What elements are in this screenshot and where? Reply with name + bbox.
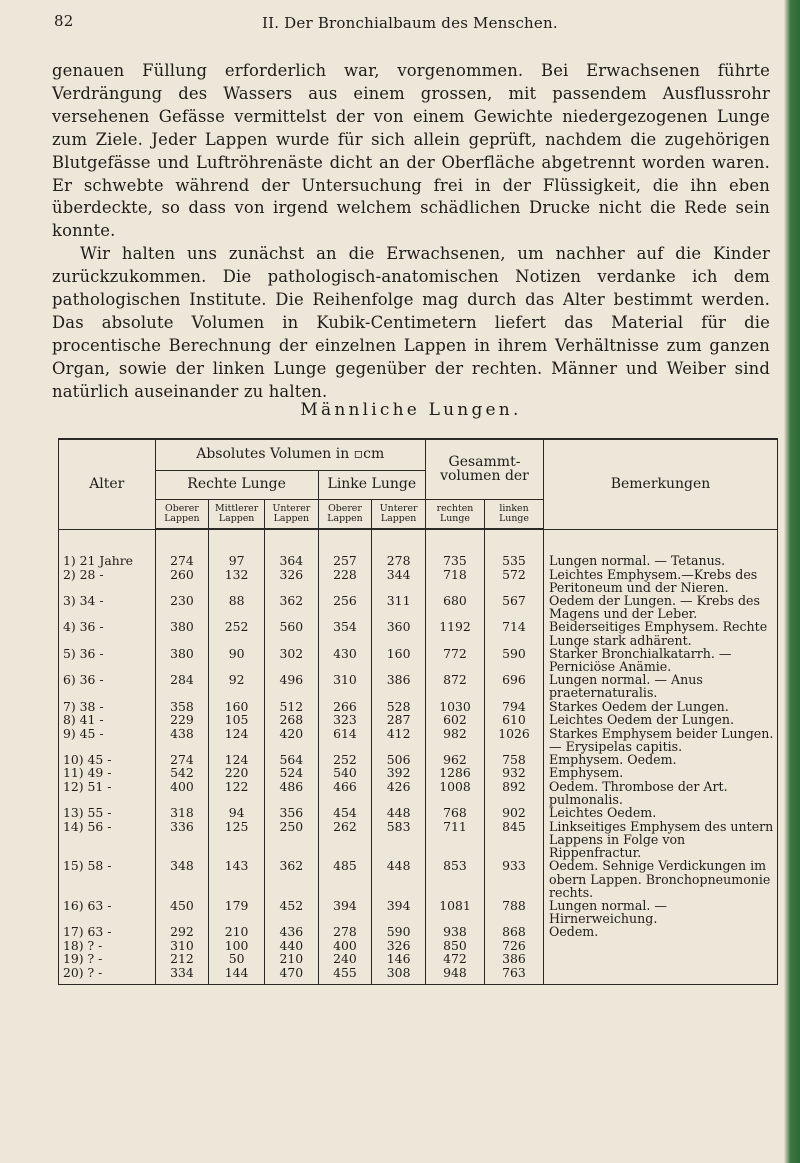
cell-gesamt-links: 758	[484, 753, 543, 767]
cell-unterer-rechts: 362	[265, 594, 319, 620]
cell-gesamt-rechts: 948	[425, 966, 484, 985]
body-text	[52, 60, 770, 404]
table-row	[59, 713, 778, 727]
cell-unterer-links: 278	[372, 554, 426, 568]
cell-alter: 3) 34 -	[59, 594, 156, 620]
cell-gesamt-links: 610	[484, 713, 543, 727]
table-row	[59, 806, 778, 820]
cell-bemerkungen: Leichtes Oedem.	[544, 806, 778, 820]
cell-unterer-rechts: 436	[265, 925, 319, 939]
cell-mittlerer: 50	[209, 952, 265, 966]
cell-oberer-rechts: 212	[155, 952, 209, 966]
cell-gesamt-rechts: 718	[425, 568, 484, 594]
cell-gesamt-links: 590	[484, 647, 543, 673]
page-number: 82	[54, 12, 74, 30]
header-linke-lunge: Linke Lunge	[318, 471, 425, 500]
cell-bemerkungen	[544, 952, 778, 966]
cell-unterer-links: 287	[372, 713, 426, 727]
cell-gesamt-rechts: 982	[425, 727, 484, 753]
cell-mittlerer: 143	[209, 859, 265, 899]
cell-gesamt-rechts: 602	[425, 713, 484, 727]
cell-oberer-links: 540	[318, 766, 372, 780]
header-rechte-lunge: Rechte Lunge	[155, 471, 318, 500]
cell-bemerkungen: Oedem. Sehnige Verdickungen im obern Lappen. Bronchopneumonie rechts.	[544, 859, 778, 899]
cell-unterer-links: 448	[372, 806, 426, 820]
cell-gesamt-links: 1026	[484, 727, 543, 753]
cell-oberer-links: 257	[318, 554, 372, 568]
table-row	[59, 554, 778, 568]
cell-mittlerer: 90	[209, 647, 265, 673]
cell-unterer-rechts: 250	[265, 820, 319, 860]
cell-gesamt-rechts: 1030	[425, 700, 484, 714]
cell-unterer-rechts: 356	[265, 806, 319, 820]
cell-unterer-rechts: 560	[265, 620, 319, 646]
running-title: II. Der Bronchialbaum des Menschen.	[262, 14, 558, 32]
cell-bemerkungen	[544, 966, 778, 985]
header-bemerkungen: Bemerkungen	[544, 439, 778, 529]
cell-unterer-rechts: 440	[265, 939, 319, 953]
cell-gesamt-links: 535	[484, 554, 543, 568]
cell-oberer-rechts: 230	[155, 594, 209, 620]
book-edge-shadow	[784, 0, 800, 1163]
cell-bemerkungen: Beiderseitiges Emphysem. Rechte Lunge stark adhärent.	[544, 620, 778, 646]
table-body	[59, 529, 778, 984]
cell-gesamt-links: 868	[484, 925, 543, 939]
cell-unterer-links: 412	[372, 727, 426, 753]
table-row	[59, 727, 778, 753]
cell-mittlerer: 94	[209, 806, 265, 820]
cell-gesamt-links: 386	[484, 952, 543, 966]
cell-mittlerer: 132	[209, 568, 265, 594]
cell-alter: 6) 36 -	[59, 673, 156, 699]
cell-gesamt-links: 892	[484, 780, 543, 806]
cell-alter: 10) 45 -	[59, 753, 156, 767]
cell-alter: 11) 49 -	[59, 766, 156, 780]
cell-unterer-rechts: 210	[265, 952, 319, 966]
cell-gesamt-rechts: 768	[425, 806, 484, 820]
cell-gesamt-rechts: 680	[425, 594, 484, 620]
cell-unterer-rechts: 362	[265, 859, 319, 899]
cell-mittlerer: 105	[209, 713, 265, 727]
cell-gesamt-rechts: 1008	[425, 780, 484, 806]
header-oberer-lappen-rechts: Oberer Lappen	[155, 500, 209, 530]
cell-mittlerer: 122	[209, 780, 265, 806]
cell-oberer-links: 455	[318, 966, 372, 985]
cell-bemerkungen: Lungen normal. — Tetanus.	[544, 554, 778, 568]
cell-gesamt-links: 572	[484, 568, 543, 594]
cell-oberer-rechts: 260	[155, 568, 209, 594]
cell-oberer-rechts: 334	[155, 966, 209, 985]
cell-oberer-links: 614	[318, 727, 372, 753]
cell-oberer-links: 394	[318, 899, 372, 925]
table-row	[59, 939, 778, 953]
cell-alter: 19) ? -	[59, 952, 156, 966]
cell-mittlerer: 100	[209, 939, 265, 953]
cell-oberer-rechts: 348	[155, 859, 209, 899]
header-unterer-lappen-links: Unterer Lappen	[372, 500, 426, 530]
cell-oberer-rechts: 380	[155, 620, 209, 646]
cell-unterer-links: 311	[372, 594, 426, 620]
header-rechten-lunge: rechten Lunge	[425, 500, 484, 530]
cell-mittlerer: 125	[209, 820, 265, 860]
cell-oberer-rechts: 274	[155, 554, 209, 568]
cell-alter: 12) 51 -	[59, 780, 156, 806]
cell-oberer-links: 240	[318, 952, 372, 966]
book-page	[52, 12, 780, 980]
cell-bemerkungen	[544, 939, 778, 953]
cell-oberer-links: 430	[318, 647, 372, 673]
cell-gesamt-rechts: 938	[425, 925, 484, 939]
cell-mittlerer: 160	[209, 700, 265, 714]
cell-alter: 15) 58 -	[59, 859, 156, 899]
cell-oberer-links: 278	[318, 925, 372, 939]
cell-oberer-links: 256	[318, 594, 372, 620]
table-row	[59, 753, 778, 767]
lung-volume-table	[58, 438, 778, 985]
cell-mittlerer: 179	[209, 899, 265, 925]
cell-unterer-rechts: 496	[265, 673, 319, 699]
cell-gesamt-rechts: 1192	[425, 620, 484, 646]
cell-unterer-links: 590	[372, 925, 426, 939]
cell-gesamt-links: 567	[484, 594, 543, 620]
cell-mittlerer: 97	[209, 554, 265, 568]
cell-oberer-rechts: 400	[155, 780, 209, 806]
header-absolutes-volumen: Absolutes Volumen in ▫cm	[155, 439, 425, 471]
cell-gesamt-links: 726	[484, 939, 543, 953]
cell-oberer-links: 262	[318, 820, 372, 860]
cell-oberer-rechts: 358	[155, 700, 209, 714]
table-row	[59, 594, 778, 620]
cell-unterer-links: 386	[372, 673, 426, 699]
cell-gesamt-links: 763	[484, 966, 543, 985]
cell-gesamt-links: 845	[484, 820, 543, 860]
cell-unterer-links: 506	[372, 753, 426, 767]
cell-alter: 8) 41 -	[59, 713, 156, 727]
cell-bemerkungen: Leichtes Emphysem.—Krebs des Peritoneum und der Nieren.	[544, 568, 778, 594]
cell-gesamt-rechts: 472	[425, 952, 484, 966]
cell-alter: 13) 55 -	[59, 806, 156, 820]
cell-gesamt-rechts: 853	[425, 859, 484, 899]
cell-unterer-rechts: 452	[265, 899, 319, 925]
cell-unterer-rechts: 470	[265, 966, 319, 985]
table-row	[59, 859, 778, 899]
cell-mittlerer: 210	[209, 925, 265, 939]
cell-gesamt-rechts: 1286	[425, 766, 484, 780]
cell-gesamt-links: 696	[484, 673, 543, 699]
header-alter: Alter	[59, 439, 156, 529]
cell-bemerkungen: Lungen normal. — Hirnerweichung.	[544, 899, 778, 925]
cell-unterer-rechts: 268	[265, 713, 319, 727]
cell-unterer-links: 308	[372, 966, 426, 985]
cell-unterer-rechts: 524	[265, 766, 319, 780]
cell-unterer-links: 426	[372, 780, 426, 806]
cell-oberer-rechts: 292	[155, 925, 209, 939]
cell-gesamt-links: 714	[484, 620, 543, 646]
table-row	[59, 620, 778, 646]
cell-alter: 7) 38 -	[59, 700, 156, 714]
table-row	[59, 700, 778, 714]
cell-oberer-rechts: 229	[155, 713, 209, 727]
header-oberer-lappen-links: Oberer Lappen	[318, 500, 372, 530]
table-row	[59, 966, 778, 985]
cell-unterer-links: 392	[372, 766, 426, 780]
cell-gesamt-links: 794	[484, 700, 543, 714]
cell-mittlerer: 124	[209, 753, 265, 767]
cell-oberer-links: 400	[318, 939, 372, 953]
cell-bemerkungen: Oedem der Lungen. — Krebs des Magens und der Leber.	[544, 594, 778, 620]
cell-oberer-rechts: 380	[155, 647, 209, 673]
header-gesammtvolumen: Gesammt-volumen der	[425, 439, 543, 500]
cell-mittlerer: 124	[209, 727, 265, 753]
cell-gesamt-rechts: 711	[425, 820, 484, 860]
table-row	[59, 766, 778, 780]
cell-bemerkungen: Lungen normal. — Anus praeternaturalis.	[544, 673, 778, 699]
cell-gesamt-rechts: 872	[425, 673, 484, 699]
cell-oberer-links: 252	[318, 753, 372, 767]
cell-unterer-rechts: 512	[265, 700, 319, 714]
table-row	[59, 925, 778, 939]
cell-gesamt-links: 932	[484, 766, 543, 780]
cell-unterer-rechts: 364	[265, 554, 319, 568]
running-head	[52, 12, 780, 36]
table-row	[59, 673, 778, 699]
cell-gesamt-links: 933	[484, 859, 543, 899]
cell-unterer-links: 160	[372, 647, 426, 673]
paragraph: genauen Füllung erforderlich war, vorgenommen. Bei Erwachsenen führte Verdrängung des Wassers aus einem grossen, mit passendem Ausflussrohr versehenen Gefässe vermittelst der von einem Gewichte niedergezogenen Lunge zum Ziele. Jeder Lappen wurde für sich allein geprüft, nachdem die zugehörigen Blutgefässe und Luftröhrenäste dicht an der Oberfläche abgetrennt worden waren. Er schwebte während der Untersuchung frei in der Flüssigkeit, die ihn eben überdeckte, so dass von irgend welchem schädlichen Drucke nicht die Rede sein konnte.	[52, 61, 770, 241]
cell-bemerkungen: Emphysem. Oedem.	[544, 753, 778, 767]
cell-oberer-rechts: 274	[155, 753, 209, 767]
table-row	[59, 647, 778, 673]
cell-alter: 4) 36 -	[59, 620, 156, 646]
cell-oberer-links: 323	[318, 713, 372, 727]
cell-oberer-rechts: 438	[155, 727, 209, 753]
cell-unterer-rechts: 326	[265, 568, 319, 594]
cell-gesamt-rechts: 735	[425, 554, 484, 568]
cell-bemerkungen: Emphysem.	[544, 766, 778, 780]
cell-oberer-rechts: 310	[155, 939, 209, 953]
cell-oberer-rechts: 450	[155, 899, 209, 925]
cell-unterer-rechts: 564	[265, 753, 319, 767]
cell-oberer-links: 466	[318, 780, 372, 806]
cell-bemerkungen: Leichtes Oedem der Lungen.	[544, 713, 778, 727]
cell-unterer-links: 583	[372, 820, 426, 860]
cell-unterer-links: 326	[372, 939, 426, 953]
cell-oberer-links: 228	[318, 568, 372, 594]
cell-bemerkungen: Linkseitiges Emphysem des untern Lappens in Folge von Rippenfractur.	[544, 820, 778, 860]
cell-unterer-rechts: 486	[265, 780, 319, 806]
cell-unterer-rechts: 302	[265, 647, 319, 673]
cell-unterer-links: 394	[372, 899, 426, 925]
cell-alter: 2) 28 -	[59, 568, 156, 594]
cell-alter: 9) 45 -	[59, 727, 156, 753]
cell-mittlerer: 92	[209, 673, 265, 699]
cell-oberer-rechts: 284	[155, 673, 209, 699]
cell-oberer-rechts: 336	[155, 820, 209, 860]
cell-oberer-links: 266	[318, 700, 372, 714]
cell-bemerkungen: Starkes Oedem der Lungen.	[544, 700, 778, 714]
cell-alter: 17) 63 -	[59, 925, 156, 939]
cell-unterer-links: 528	[372, 700, 426, 714]
cell-oberer-links: 454	[318, 806, 372, 820]
table-title: Männliche Lungen.	[300, 400, 522, 420]
cell-oberer-links: 485	[318, 859, 372, 899]
cell-gesamt-rechts: 850	[425, 939, 484, 953]
table-row	[59, 899, 778, 925]
cell-gesamt-rechts: 1081	[425, 899, 484, 925]
cell-mittlerer: 88	[209, 594, 265, 620]
table-row	[59, 952, 778, 966]
cell-gesamt-links: 788	[484, 899, 543, 925]
cell-mittlerer: 144	[209, 966, 265, 985]
table-spacer-row	[59, 529, 778, 554]
cell-oberer-rechts: 542	[155, 766, 209, 780]
cell-bemerkungen: Starker Bronchialkatarrh. — Perniciöse Anämie.	[544, 647, 778, 673]
cell-alter: 18) ? -	[59, 939, 156, 953]
cell-bemerkungen: Starkes Emphysem beider Lungen. — Erysipelas capitis.	[544, 727, 778, 753]
cell-oberer-rechts: 318	[155, 806, 209, 820]
header-unterer-lappen-rechts: Unterer Lappen	[265, 500, 319, 530]
header-mittlerer-lappen: Mittlerer Lappen	[209, 500, 265, 530]
cell-unterer-links: 146	[372, 952, 426, 966]
cell-bemerkungen: Oedem.	[544, 925, 778, 939]
cell-gesamt-rechts: 962	[425, 753, 484, 767]
paragraph: Wir halten uns zunächst an die Erwachsenen, um nachher auf die Kinder zurückzukommen. Die pathologisch-anatomischen Notizen verdanke ich dem pathologischen Institute. Die Reihenfolge mag durch das Alter bestimmt werden. Das absolute Volumen in Kubik-Centimetern liefert das Material für die procentische Berechnung der einzelnen Lappen in ihrem Verhältnisse zum ganzen Organ, sowie der linken Lunge gegenüber der rechten. Männer und Weiber sind natürlich auseinander zu halten.	[52, 244, 770, 401]
table-row	[59, 820, 778, 860]
header-linken-lunge: linken Lunge	[484, 500, 543, 530]
cell-alter: 20) ? -	[59, 966, 156, 985]
cell-unterer-links: 360	[372, 620, 426, 646]
cell-gesamt-rechts: 772	[425, 647, 484, 673]
cell-gesamt-links: 902	[484, 806, 543, 820]
cell-unterer-links: 344	[372, 568, 426, 594]
cell-unterer-rechts: 420	[265, 727, 319, 753]
cell-bemerkungen: Oedem. Thrombose der Art. pulmonalis.	[544, 780, 778, 806]
cell-unterer-links: 448	[372, 859, 426, 899]
table-row	[59, 568, 778, 594]
cell-oberer-links: 354	[318, 620, 372, 646]
cell-alter: 5) 36 -	[59, 647, 156, 673]
table-row	[59, 780, 778, 806]
cell-alter: 14) 56 -	[59, 820, 156, 860]
cell-alter: 16) 63 -	[59, 899, 156, 925]
cell-mittlerer: 252	[209, 620, 265, 646]
cell-oberer-links: 310	[318, 673, 372, 699]
cell-alter: 1) 21 Jahre	[59, 554, 156, 568]
cell-mittlerer: 220	[209, 766, 265, 780]
